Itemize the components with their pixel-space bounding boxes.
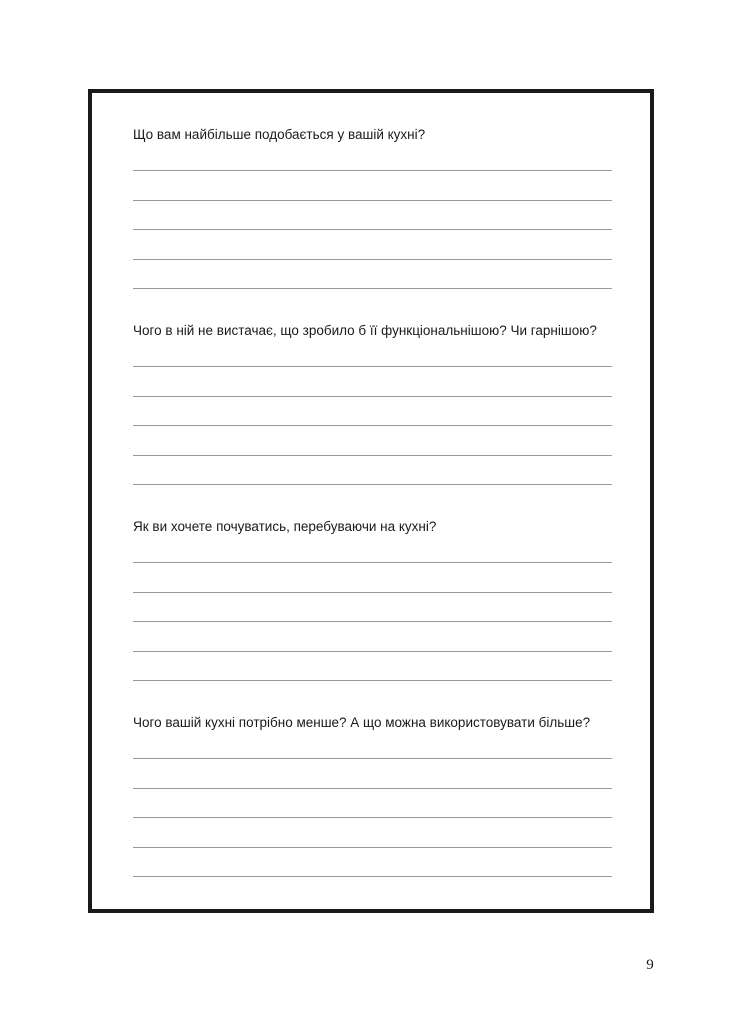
page-number: 9 <box>646 957 654 973</box>
question-text: Як ви хочете почуватись, перебуваючи на кухні? <box>133 519 437 534</box>
answer-line[interactable] <box>133 170 612 171</box>
answer-line[interactable] <box>133 229 612 230</box>
answer-line[interactable] <box>133 259 612 260</box>
question-text: Чого вашій кухні потрібно менше? А що можна використовувати більше? <box>133 715 591 730</box>
question-text: Чого в ній не вистачає, що зробило б її функціональнішою? Чи гарнішою? <box>133 323 597 338</box>
answer-line[interactable] <box>133 621 612 622</box>
answer-line[interactable] <box>133 200 612 201</box>
question-block <box>133 126 613 144</box>
answer-line[interactable] <box>133 425 612 426</box>
answer-line[interactable] <box>133 592 612 593</box>
answer-line[interactable] <box>133 680 612 681</box>
question-block <box>133 518 613 536</box>
question-block <box>133 322 613 340</box>
answer-line[interactable] <box>133 651 612 652</box>
answer-line[interactable] <box>133 847 612 848</box>
question-text: Що вам найбільше подобається у вашій кухні? <box>133 127 426 142</box>
answer-line[interactable] <box>133 788 612 789</box>
answer-line[interactable] <box>133 562 612 563</box>
answer-line[interactable] <box>133 396 612 397</box>
answer-line[interactable] <box>133 817 612 818</box>
answer-line[interactable] <box>133 455 612 456</box>
answer-line[interactable] <box>133 876 612 877</box>
answer-line[interactable] <box>133 758 612 759</box>
worksheet-frame <box>88 89 654 913</box>
answer-line[interactable] <box>133 366 612 367</box>
answer-line[interactable] <box>133 288 612 289</box>
answer-line[interactable] <box>133 484 612 485</box>
question-block <box>133 714 613 732</box>
